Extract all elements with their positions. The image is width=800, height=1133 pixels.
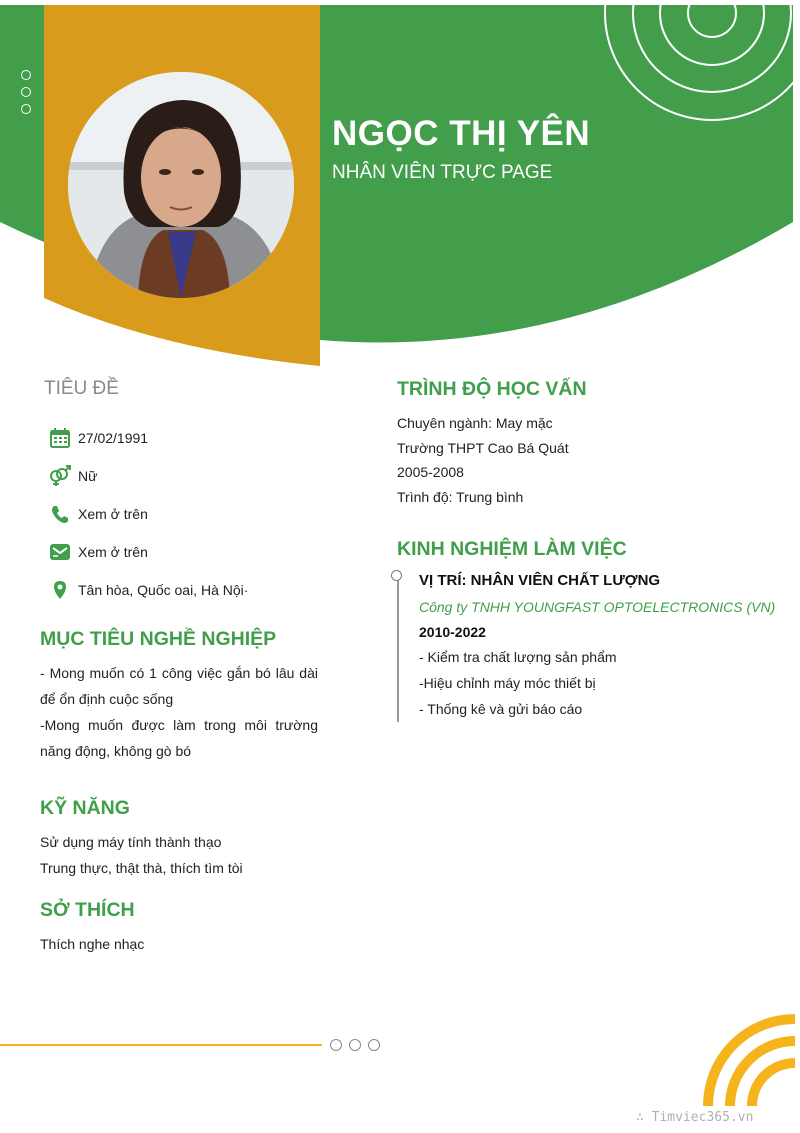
education-heading: TRÌNH ĐỘ HỌC VẤN xyxy=(397,378,587,400)
decor-dot xyxy=(21,70,31,80)
objective-line: - Mong muốn có 1 công việc gắn bó lâu dài để ổn định cuộc sống xyxy=(40,665,318,707)
info-email xyxy=(48,540,148,564)
phone-icon xyxy=(48,502,72,526)
profile-subtitle: TIÊU ĐỀ xyxy=(44,378,119,399)
timeline-dot xyxy=(391,570,402,581)
info-birthdate xyxy=(48,426,148,450)
objective-heading: MỤC TIÊU NGHỀ NGHIỆP xyxy=(40,628,277,650)
education-line: 2005-2008 xyxy=(397,464,464,480)
footer-dot xyxy=(330,1039,342,1051)
company-name: Công ty TNHH YOUNGFAST OPTOELECTRONICS (VN) xyxy=(419,599,776,615)
birthdate-text: 27/02/1991 xyxy=(78,430,149,446)
footer-dot xyxy=(349,1039,361,1051)
job-task: - Kiểm tra chất lượng sản phẩm xyxy=(419,649,617,665)
email-icon xyxy=(48,540,72,564)
education-line: Trường THPT Cao Bá Quát xyxy=(397,440,569,456)
candidate-position: NHÂN VIÊN TRỰC PAGE xyxy=(332,162,553,183)
education-line: Chuyên ngành: May mặc xyxy=(397,415,553,431)
decor-dot xyxy=(21,104,31,114)
objective-line: -Mong muốn được làm trong môi trường năng động, không gò bó xyxy=(40,717,318,759)
skill-line: Trung thực, thật thà, thích tìm tòi xyxy=(40,860,243,876)
location-pin-icon xyxy=(48,578,72,602)
footer-dot xyxy=(368,1039,380,1051)
email-text: Xem ở trên xyxy=(78,544,148,560)
info-phone xyxy=(48,502,148,526)
job-period: 2010-2022 xyxy=(419,624,486,640)
job-task: -Hiệu chỉnh máy móc thiết bị xyxy=(419,675,596,691)
experience-timeline xyxy=(397,576,399,722)
experience-heading: KINH NGHIỆM LÀM VIỆC xyxy=(397,538,627,560)
info-address xyxy=(48,578,248,602)
phone-text: Xem ở trên xyxy=(78,506,148,522)
candidate-name: NGỌC THỊ YÊN xyxy=(332,114,591,153)
decor-dot xyxy=(21,87,31,97)
avatar-image xyxy=(68,72,294,298)
watermark: ∴ Timviec365.vn xyxy=(636,1110,754,1125)
job-title: VỊ TRÍ: NHÂN VIÊN CHẤT LƯỢNG xyxy=(419,572,661,589)
yellow-arcs-decoration xyxy=(708,1019,795,1106)
calendar-icon xyxy=(48,426,72,450)
skill-line: Sử dụng máy tính thành thạo xyxy=(40,834,222,850)
avatar xyxy=(68,72,294,298)
info-gender xyxy=(48,464,97,488)
skills-heading: KỸ NĂNG xyxy=(40,797,130,819)
hobbies-heading: SỞ THÍCH xyxy=(40,899,135,921)
hobby-line: Thích nghe nhạc xyxy=(40,936,145,952)
gender-text: Nữ xyxy=(78,468,98,484)
education-line: Trình độ: Trung bình xyxy=(397,489,524,505)
address-text: Tân hòa, Quốc oai, Hà Nội· xyxy=(78,582,249,598)
gender-icon xyxy=(48,464,72,488)
job-task: - Thống kê và gửi báo cáo xyxy=(419,701,583,717)
